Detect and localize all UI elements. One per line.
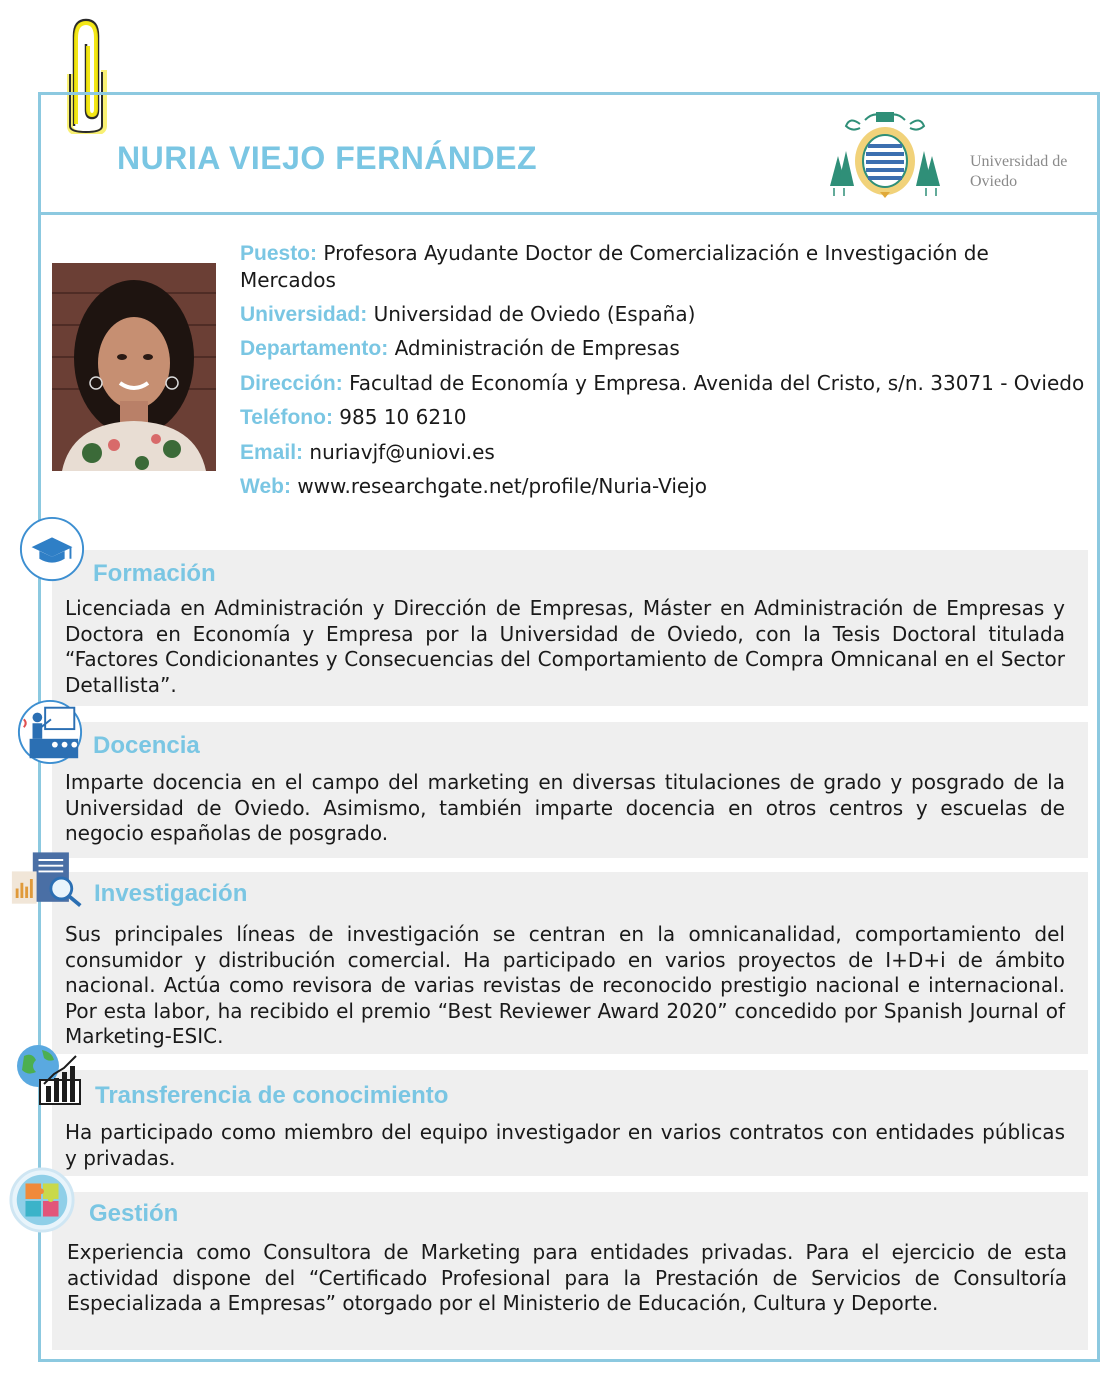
email-row [240, 439, 1090, 466]
profile-info [240, 240, 1090, 508]
direccion-label: Dirección: [240, 371, 343, 395]
departamento-label: Departamento: [240, 337, 389, 360]
universidad-value: Universidad de Oviedo (España) [373, 301, 696, 326]
section-text-docencia: Imparte docencia en el campo del marketing en diversas titulaciones de grado y posgrado de la Universidad de Oviedo. Asimismo, también imparte docencia en otros centros y escuelas de negocio españolas de posgrado. [65, 770, 1065, 845]
telefono-value: 985 10 6210 [339, 405, 467, 429]
section-title-gestion: Gestión [89, 1200, 179, 1227]
email-link[interactable]: nuriavjf@uniovi.es [309, 439, 495, 464]
web-row [240, 473, 1090, 500]
telefono-label: Teléfono: [240, 406, 333, 429]
section-transferencia [52, 1070, 1088, 1176]
web-label: Web: [240, 475, 291, 498]
section-investigacion [52, 872, 1088, 1054]
section-text-formacion: Licenciada en Administración y Dirección de Empresas, Máster en Administración de Empresas y Doctora en Economía y Empresa por la Universidad de Oviedo, con la Tesis Doctoral titulada “Factores Condicionantes y Consecuencias del Comportamiento de Compra Omnicanal en el Sector Detallista”. [65, 596, 1065, 697]
section-title-transferencia: Transferencia de conocimiento [95, 1082, 449, 1109]
puesto-value: Profesora Ayudante Doctor de Comercialización e Investigación de Mercados [240, 241, 989, 292]
departamento-row [240, 335, 1090, 362]
section-title-formacion: Formación [93, 560, 216, 587]
puesto-row [240, 240, 1090, 293]
direccion-row [240, 370, 1090, 397]
section-docencia [52, 722, 1088, 858]
logo-text-line-2: Oviedo [970, 173, 1018, 190]
universidad-row [240, 301, 1090, 328]
header-divider [38, 212, 1100, 215]
section-title-investigacion: Investigación [94, 880, 248, 907]
puesto-label: Puesto: [240, 242, 318, 265]
telefono-row [240, 404, 1090, 431]
email-label: Email: [240, 440, 304, 464]
puzzle-icon [8, 1166, 76, 1234]
profile-photo [52, 263, 216, 471]
direccion-value: Facultad de Economía y Empresa. Avenida del Cristo, s/n. 33071 - Oviedo [349, 370, 1085, 395]
logo-text-line-1: Universidad de [970, 153, 1068, 170]
section-text-gestion: Experiencia como Consultora de Marketing para entidades privadas. Para el ejercicio de esta actividad dispone del “Certificado Profesional para la Prestación de Servicios de Consultoría Especializada a Empresas” otorgado por el Ministerio de Educación, Cultura y Deporte. [67, 1240, 1067, 1315]
research-document-magnifier-icon [10, 848, 86, 910]
graduation-cap-icon [17, 516, 87, 584]
university-name-logo-text [970, 152, 1090, 192]
web-link[interactable]: www.researchgate.net/profile/Nuria-Viejo [297, 474, 707, 498]
section-gestion [52, 1192, 1088, 1350]
university-crest-logo [820, 106, 950, 206]
section-title-docencia: Docencia [93, 732, 200, 759]
person-name: NURIA VIEJO FERNÁNDEZ [117, 140, 538, 176]
section-text-transferencia: Ha participado como miembro del equipo investigador en varios contratos con entidades públicas y privadas. [65, 1120, 1065, 1170]
section-text-investigacion: Sus principales líneas de investigación se centran en la omnicanalidad, comportamiento del consumidor y distribución comercial. Ha participado en varios proyectos de I+D+i de ámbito nacional. Actúa como revisora de varias revistas de reconocido prestigio nacional e internacional. Por esta labor, ha recibido el premio “Best Reviewer Award 2020” concedido por Spanish Journal of Marketing-ESIC. [65, 922, 1065, 1048]
universidad-label: Universidad: [240, 302, 368, 326]
departamento-value: Administración de Empresas [394, 336, 680, 360]
globe-chart-icon [14, 1042, 84, 1108]
teacher-classroom-icon [16, 698, 84, 766]
section-formacion [52, 550, 1088, 706]
